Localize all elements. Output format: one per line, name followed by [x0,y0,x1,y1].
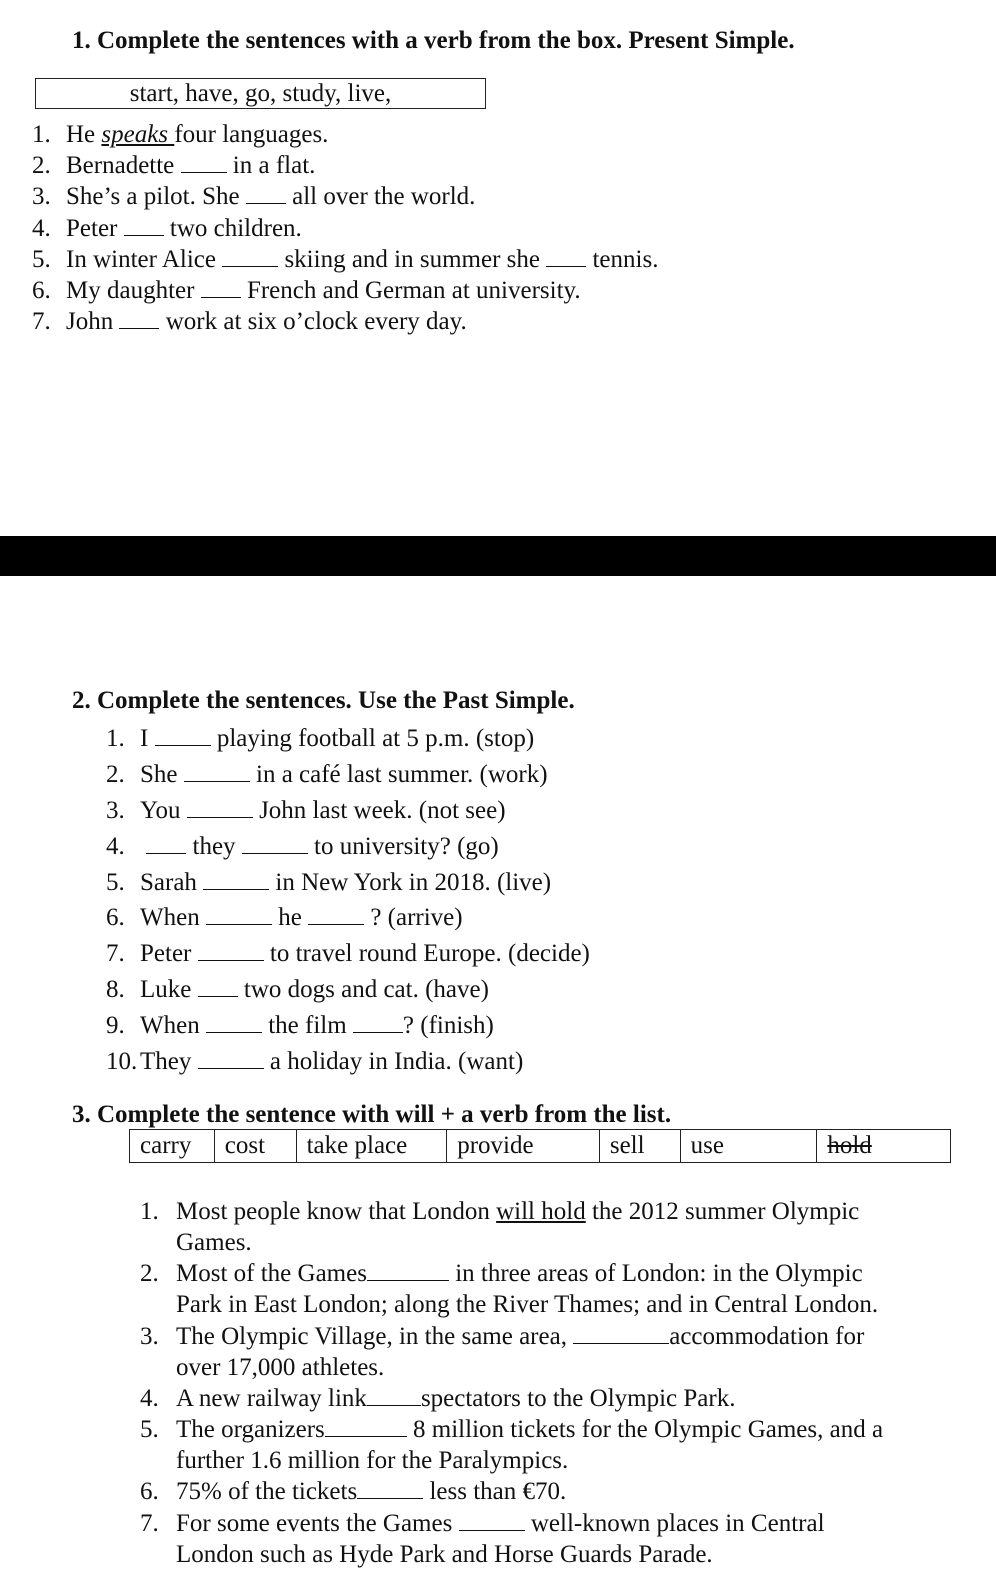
ex2-item-5: 5. Sarah in New York in 2018. (live) [106,869,552,896]
example-answer: will hold [496,1198,586,1225]
answer-blank[interactable] [353,1012,403,1033]
answer-blank[interactable] [119,308,159,329]
ex3-item-6: 6. 75% of the tickets less than €70. [140,1478,567,1505]
ex3-item-7: 7. For some events the Games well-known places in Central [140,1510,825,1537]
word-cell-crossed: hold [827,1132,872,1159]
ex2-item-9: 9. When the film ? (finish) [106,1012,494,1039]
ex1-item-1: 1. He speaks four languages. [32,121,329,148]
ex2-item-3: 3. You John last week. (not see) [106,797,506,824]
ex1-item-4: 4. Peter two children. [32,215,302,242]
ex2-item-8: 8. Luke two dogs and cat. (have) [106,976,489,1003]
item-number: 1. [32,121,51,148]
ex3-item-2-cont: Park in East London; along the River Thames; and in Central London. [176,1291,879,1318]
ex2-item-6: 6. When he ? (arrive) [106,904,463,931]
answer-blank[interactable] [308,904,364,925]
word-list-table [129,1129,951,1163]
exercise-1-title: 1. Complete the sentences with a verb from the box. Present Simple. [72,27,795,54]
ex3-item-3-cont: over 17,000 athletes. [176,1354,385,1381]
answer-blank[interactable] [198,976,238,997]
ex3-item-5-cont: further 1.6 million for the Paralympics. [176,1447,569,1474]
word-cell: cost [215,1130,297,1162]
example-answer: speaks [101,121,175,148]
word-cell: take place [297,1130,448,1162]
exercise-2-title: 2. Complete the sentences. Use the Past Simple. [72,687,575,714]
answer-blank[interactable] [222,246,278,267]
answer-blank[interactable] [198,1048,264,1069]
verb-box: start, have, go, study, live, [35,78,486,109]
ex3-item-4: 4. A new railway link spectators to the Olympic Park. [140,1385,736,1412]
ex1-item-3: 3. She’s a pilot. She all over the world. [32,183,476,210]
ex3-item-5: 5. The organizers 8 million tickets for the Olympic Games, and a [140,1416,884,1443]
ex3-item-1: 1. Most people know that London will hold the 2012 summer Olympic [140,1198,860,1225]
answer-blank[interactable] [155,725,211,746]
answer-blank[interactable] [201,277,241,298]
ex2-item-7: 7. Peter to travel round Europe. (decide) [106,940,590,967]
ex2-item-2: 2. She in a café last summer. (work) [106,761,548,788]
ex1-item-5: 5. In winter Alice skiing and in summer she tennis. [32,246,659,273]
answer-blank[interactable] [184,761,250,782]
ex2-item-10: 10. They a holiday in India. (want) [106,1048,524,1075]
answer-blank[interactable] [206,904,272,925]
ex3-item-7-cont: London such as Hyde Park and Horse Guards Parade. [176,1541,713,1568]
ex1-item-6: 6. My daughter French and German at university. [32,277,581,304]
word-cell: use [681,1130,818,1162]
ex2-item-4: 4. they to university? (go) [106,833,499,860]
answer-blank[interactable] [546,246,586,267]
ex3-item-2: 2. Most of the Games in three areas of London: in the Olympic [140,1260,863,1287]
word-cell: sell [600,1130,681,1162]
ex3-item-1-cont: Games. [176,1229,252,1256]
answer-blank[interactable] [124,215,164,236]
ex1-item-2: 2. Bernadette in a flat. [32,152,316,179]
answer-blank[interactable] [459,1510,525,1531]
answer-blank[interactable] [367,1260,449,1281]
ex2-item-1: 1. I playing football at 5 p.m. (stop) [106,725,535,752]
answer-blank[interactable] [146,833,186,854]
answer-blank[interactable] [367,1385,421,1406]
ex3-item-3: 3. The Olympic Village, in the same area, accommodation for [140,1323,865,1350]
answer-blank[interactable] [187,797,253,818]
answer-blank[interactable] [246,183,286,204]
answer-blank[interactable] [357,1478,423,1499]
answer-blank[interactable] [206,1012,262,1033]
answer-blank[interactable] [573,1323,669,1344]
word-cell: provide [447,1130,600,1162]
answer-blank[interactable] [181,152,227,173]
word-cell: carry [130,1130,215,1162]
answer-blank[interactable] [325,1416,407,1437]
answer-blank[interactable] [198,940,264,961]
answer-blank[interactable] [242,833,308,854]
ex1-item-7: 7. John work at six o’clock every day. [32,308,467,335]
answer-blank[interactable] [203,869,269,890]
redaction-bar [0,536,996,576]
exercise-3-title: 3. Complete the sentence with will + a verb from the list. [72,1101,672,1128]
